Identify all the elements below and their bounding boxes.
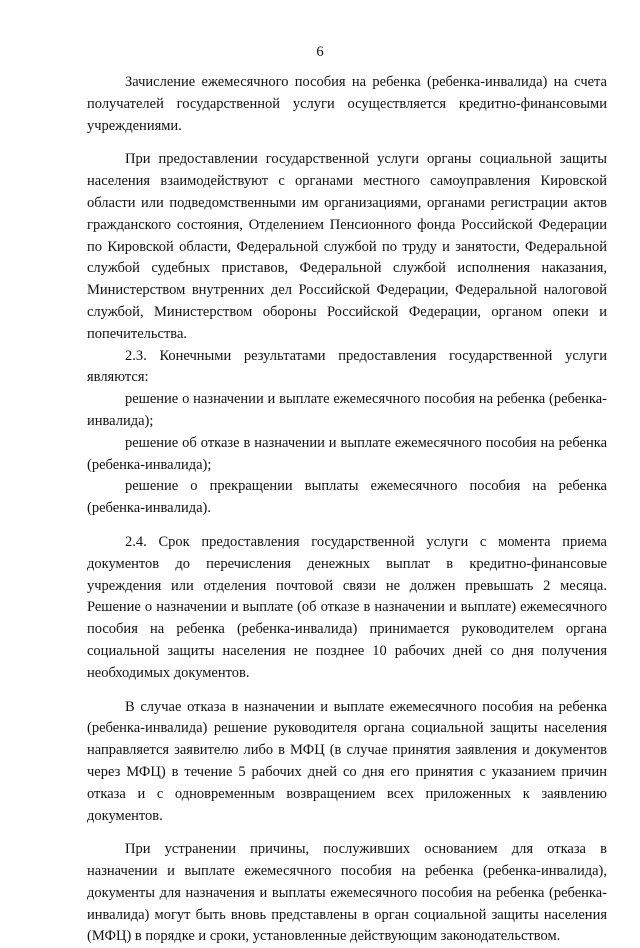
page-number: 6: [316, 44, 324, 60]
result-item-termination: решение о прекращении выплаты ежемесячного пособия на ребенка (ребенка-инвалида).: [87, 478, 607, 517]
paragraph-refusal-case: В случае отказа в назначении и выплате ежемесячного пособия на ребенка (ребенка-инвалида) решение руководителя органа социальной защиты населения направляется заявителю либо в МФЦ (в случае принятия заявления и документов через МФЦ) в течение 5 рабочих дней со дня его принятия с указанием причин отказа и с одновременным возвращением всех приложенных к заявлению документов.: [87, 698, 607, 824]
paragraph-resubmission: При устранении причины, послуживших основанием для отказа в назначении и выплате ежемесячного пособия на ребенка (ребенка-инвалида), документы для назначения и выплаты ежемесячного пособия на ребенка (ребенка-инвалида) могут быть вновь представлены в орган социальной защиты населения (МФЦ) в порядке и сроки, установленные действующим законодательством.: [87, 841, 607, 945]
result-item-assignment: решение о назначении и выплате ежемесячного пособия на ребенка (ребенка-инвалида);: [87, 391, 607, 429]
paragraph-crediting: Зачисление ежемесячного пособия на ребенка (ребенка-инвалида) на счета получателей государственной услуги осуществляется кредитно-финансовыми учреждениями.: [87, 74, 607, 134]
document-body: [87, 72, 607, 948]
paragraph-interaction: При предоставлении государственной услуги органы социальной защиты населения взаимодействуют с органами местного самоуправления Кировской области или подведомственными им организациями, органами регистрации актов гражданского состояния, Отделением Пенсионного фонда Российской Федерации по Кировской области, Федеральной службой по труду и занятости, Федеральной службой судебных приставов, Федеральной службой исполнения наказания, Министерством внутренних дел Российской Федерации, Федеральной налоговой службой, Министерством обороны Российской Федерации, органом опеки и попечительства.: [87, 151, 607, 342]
paragraph-2-4-term: 2.4. Срок предоставления государственной услуги с момента приема документов до перечисления денежных выплат в кредитно-финансовые учреждения или отделения почтовой связи не должен превышать 2 месяца. Решение о назначении и выплате (об отказе в назначении и выплате) ежемесячного пособия на ребенка (ребенка-инвалида) принимается руководителем органа социальной защиты населения не позднее 10 рабочих дней со дня получения необходимых документов.: [87, 533, 607, 681]
result-item-refusal: решение об отказе в назначении и выплате ежемесячного пособия на ребенка (ребенка-инвалида);: [87, 434, 607, 473]
paragraph-2-3-results: 2.3. Конечными результатами предоставления государственной услуги являются:: [87, 347, 607, 386]
